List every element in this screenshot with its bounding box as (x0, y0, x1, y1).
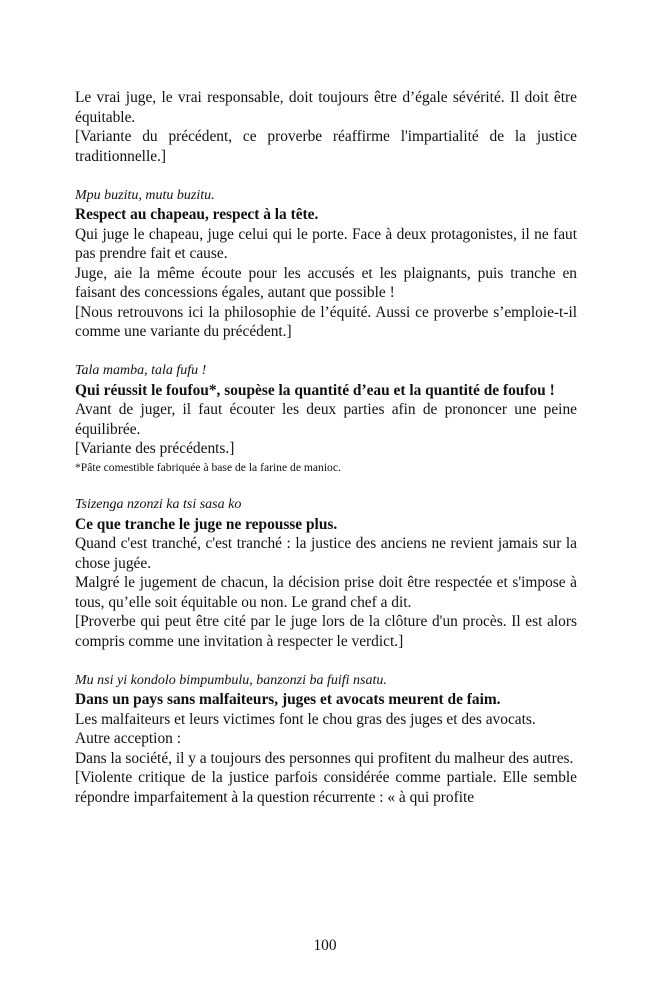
proverb-block (75, 186, 577, 342)
proverb-translation: Qui réussit le foufou*, soupèse la quantité d’eau et la quantité de foufou ! (75, 381, 555, 399)
spacer (75, 476, 577, 496)
footnote: *Pâte comestible fabriquée à base de la farine de manioc. (75, 460, 341, 474)
proverb-translation: Dans un pays sans malfaiteurs, juges et avocats meurent de faim. (75, 691, 501, 708)
spacer (75, 166, 577, 186)
proverb-block (75, 671, 577, 808)
proverb-block (75, 361, 577, 476)
paragraph: Les malfaiteurs et leurs victimes font le chou gras des juges et des avocats. (75, 710, 536, 728)
paragraph: Avant de juger, il faut écouter les deux parties afin de prononcer une peine équilibrée. (75, 401, 577, 438)
paragraph: Malgré le jugement de chacun, la décision prise doit être respectée et s'impose à tous, qu’elle soit équitable ou non. Le grand chef a dit. (75, 574, 577, 611)
page-body (75, 88, 577, 807)
paragraph: Qui juge le chapeau, juge celui qui le porte. Face à deux protagonistes, il ne faut pas prendre fait et cause. (75, 225, 577, 262)
proverb-translation: Respect au chapeau, respect à la tête. (75, 206, 319, 223)
paragraph: Dans la société, il y a toujours des personnes qui profitent du malheur des autres. (75, 749, 574, 767)
paragraph: Autre acception : (75, 730, 181, 747)
proverb-kikongo: Mu nsi yi kondolo bimpumbulu, banzonzi ba fuifi nsatu. (75, 672, 387, 688)
page-number: 100 (313, 937, 337, 954)
spacer (75, 342, 577, 362)
paragraph: Quand c'est tranché, c'est tranché : la justice des anciens ne revient jamais sur la chose jugée. (75, 535, 577, 572)
paragraph: [Violente critique de la justice parfois considérée comme partiale. Elle semble répondre imparfaitement à la question récurrente : « à qui profite (75, 769, 577, 806)
spacer (75, 651, 577, 671)
proverb-kikongo: Tala mamba, tala fufu ! (75, 363, 207, 378)
paragraph: Le vrai juge, le vrai responsable, doit toujours être d’égale sévérité. Il doit être équitable. (75, 89, 577, 126)
intro-block (75, 88, 577, 166)
paragraph: [Nous retrouvons ici la philosophie de l’équité. Aussi ce proverbe s’emploie-t-il comme une variante du précédent.] (75, 303, 577, 340)
paragraph: [Proverbe qui peut être cité par le juge lors de la clôture d'un procès. Il est alors compris comme une invitation à respecter le verdict.] (75, 613, 577, 650)
paragraph: [Variante du précédent, ce proverbe réaffirme l'impartialité de la justice traditionnelle.] (75, 128, 577, 165)
proverb-translation: Ce que tranche le juge ne repousse plus. (75, 515, 338, 533)
proverb-block (75, 495, 577, 651)
proverb-kikongo: Tsizenga nzonzi ka tsi sasa ko (75, 497, 242, 512)
proverb-kikongo: Mpu buzitu, mutu buzitu. (75, 187, 215, 203)
paragraph: [Variante des précédents.] (75, 440, 235, 457)
paragraph: Juge, aie la même écoute pour les accusés et les plaignants, puis tranche en faisant des concessions égales, autant que possible ! (75, 264, 577, 301)
